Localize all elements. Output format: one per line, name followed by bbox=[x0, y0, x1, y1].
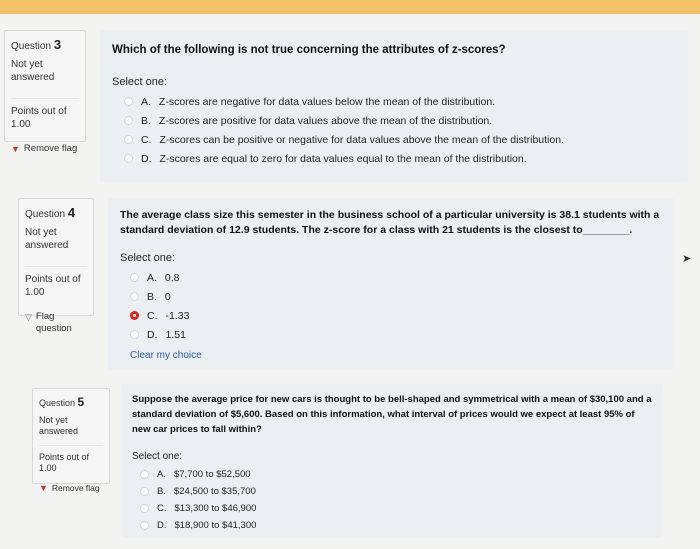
question-number: Question 5 bbox=[39, 395, 85, 409]
radio-button[interactable] bbox=[130, 273, 139, 282]
question-points: Points out of 1.00 bbox=[39, 445, 103, 474]
radio-button[interactable] bbox=[130, 292, 139, 301]
radio-button[interactable] bbox=[140, 487, 149, 496]
question-state: Not yet answered bbox=[11, 59, 55, 83]
question-content-5 bbox=[122, 384, 662, 538]
option-d[interactable]: D. $18,900 to $41,300 bbox=[140, 517, 652, 534]
flag-question-button[interactable]: ▽ Flag question bbox=[25, 311, 72, 334]
remove-flag-button[interactable]: ▼ Remove flag bbox=[39, 483, 100, 493]
question-info-4 bbox=[18, 198, 94, 334]
question-content-3 bbox=[100, 30, 688, 182]
question-info-5 bbox=[32, 388, 110, 493]
question-text: The average class size this semester in the business school of a particular university is 38.1 students with a standard deviation of 12.9 students. The z-score for a class with 21 students is the closest to________. bbox=[120, 209, 660, 236]
question-content-4 bbox=[108, 198, 674, 370]
question-state: Not yet answered bbox=[39, 415, 79, 436]
option-c[interactable]: C. $13,300 to $46,900 bbox=[140, 500, 652, 517]
option-c[interactable]: C. -1.33 bbox=[130, 306, 662, 325]
question-points: Points out of 1.00 bbox=[11, 98, 79, 131]
option-a[interactable]: A. $7,700 to $52,500 bbox=[140, 466, 652, 483]
select-one-label: Select one: bbox=[120, 252, 176, 264]
question-text: Which of the following is not true concerning the attributes of z-scores? bbox=[112, 44, 506, 56]
option-b[interactable]: B. $24,500 to $35,700 bbox=[140, 483, 652, 500]
radio-button[interactable] bbox=[124, 97, 133, 106]
top-accent-bar bbox=[0, 0, 700, 14]
flag-icon: ▼ bbox=[39, 483, 48, 493]
option-b[interactable]: B. 0 bbox=[130, 287, 662, 306]
select-one-label: Select one: bbox=[132, 451, 183, 462]
option-a[interactable]: A. Z-scores are negative for data values below the mean of the distribution. bbox=[124, 92, 676, 111]
flag-outline-icon: ▽ bbox=[25, 312, 32, 322]
radio-button[interactable] bbox=[140, 504, 149, 513]
option-d[interactable]: D. Z-scores are equal to zero for data values equal to the mean of the distribution. bbox=[124, 149, 676, 168]
option-d[interactable]: D. 1.51 bbox=[130, 325, 662, 344]
radio-button[interactable] bbox=[130, 330, 139, 339]
question-points: Points out of 1.00 bbox=[25, 266, 87, 299]
radio-button-selected[interactable] bbox=[130, 311, 139, 320]
option-c[interactable]: C. Z-scores can be positive or negative for data values above the mean of the distribution. bbox=[124, 130, 676, 149]
radio-button[interactable] bbox=[124, 116, 133, 125]
option-a[interactable]: A. 0.8 bbox=[130, 268, 662, 287]
remove-flag-button[interactable]: ▼ Remove flag bbox=[11, 143, 78, 154]
radio-button[interactable] bbox=[124, 154, 133, 163]
radio-button[interactable] bbox=[140, 470, 149, 479]
question-number: Question 3 bbox=[11, 37, 62, 52]
clear-choice-link[interactable]: Clear my choice bbox=[130, 350, 202, 361]
question-state: Not yet answered bbox=[25, 227, 69, 251]
radio-button[interactable] bbox=[140, 521, 149, 530]
question-text: Suppose the average price for new cars is thought to be bell-shaped and symmetrical with a mean of $30,100 and a standard deviation of $5,600. Based on this information, what interval of prices would we expect at least 95% of new car prices to fall within? bbox=[132, 394, 652, 435]
cursor-icon: ➤ bbox=[682, 253, 692, 265]
flag-icon: ▼ bbox=[11, 144, 20, 154]
option-b[interactable]: B. Z-scores are positive for data values above the mean of the distribution. bbox=[124, 111, 676, 130]
radio-button[interactable] bbox=[124, 135, 133, 144]
question-info-3 bbox=[4, 30, 86, 154]
select-one-label: Select one: bbox=[112, 76, 168, 88]
question-number: Question 4 bbox=[25, 205, 76, 220]
